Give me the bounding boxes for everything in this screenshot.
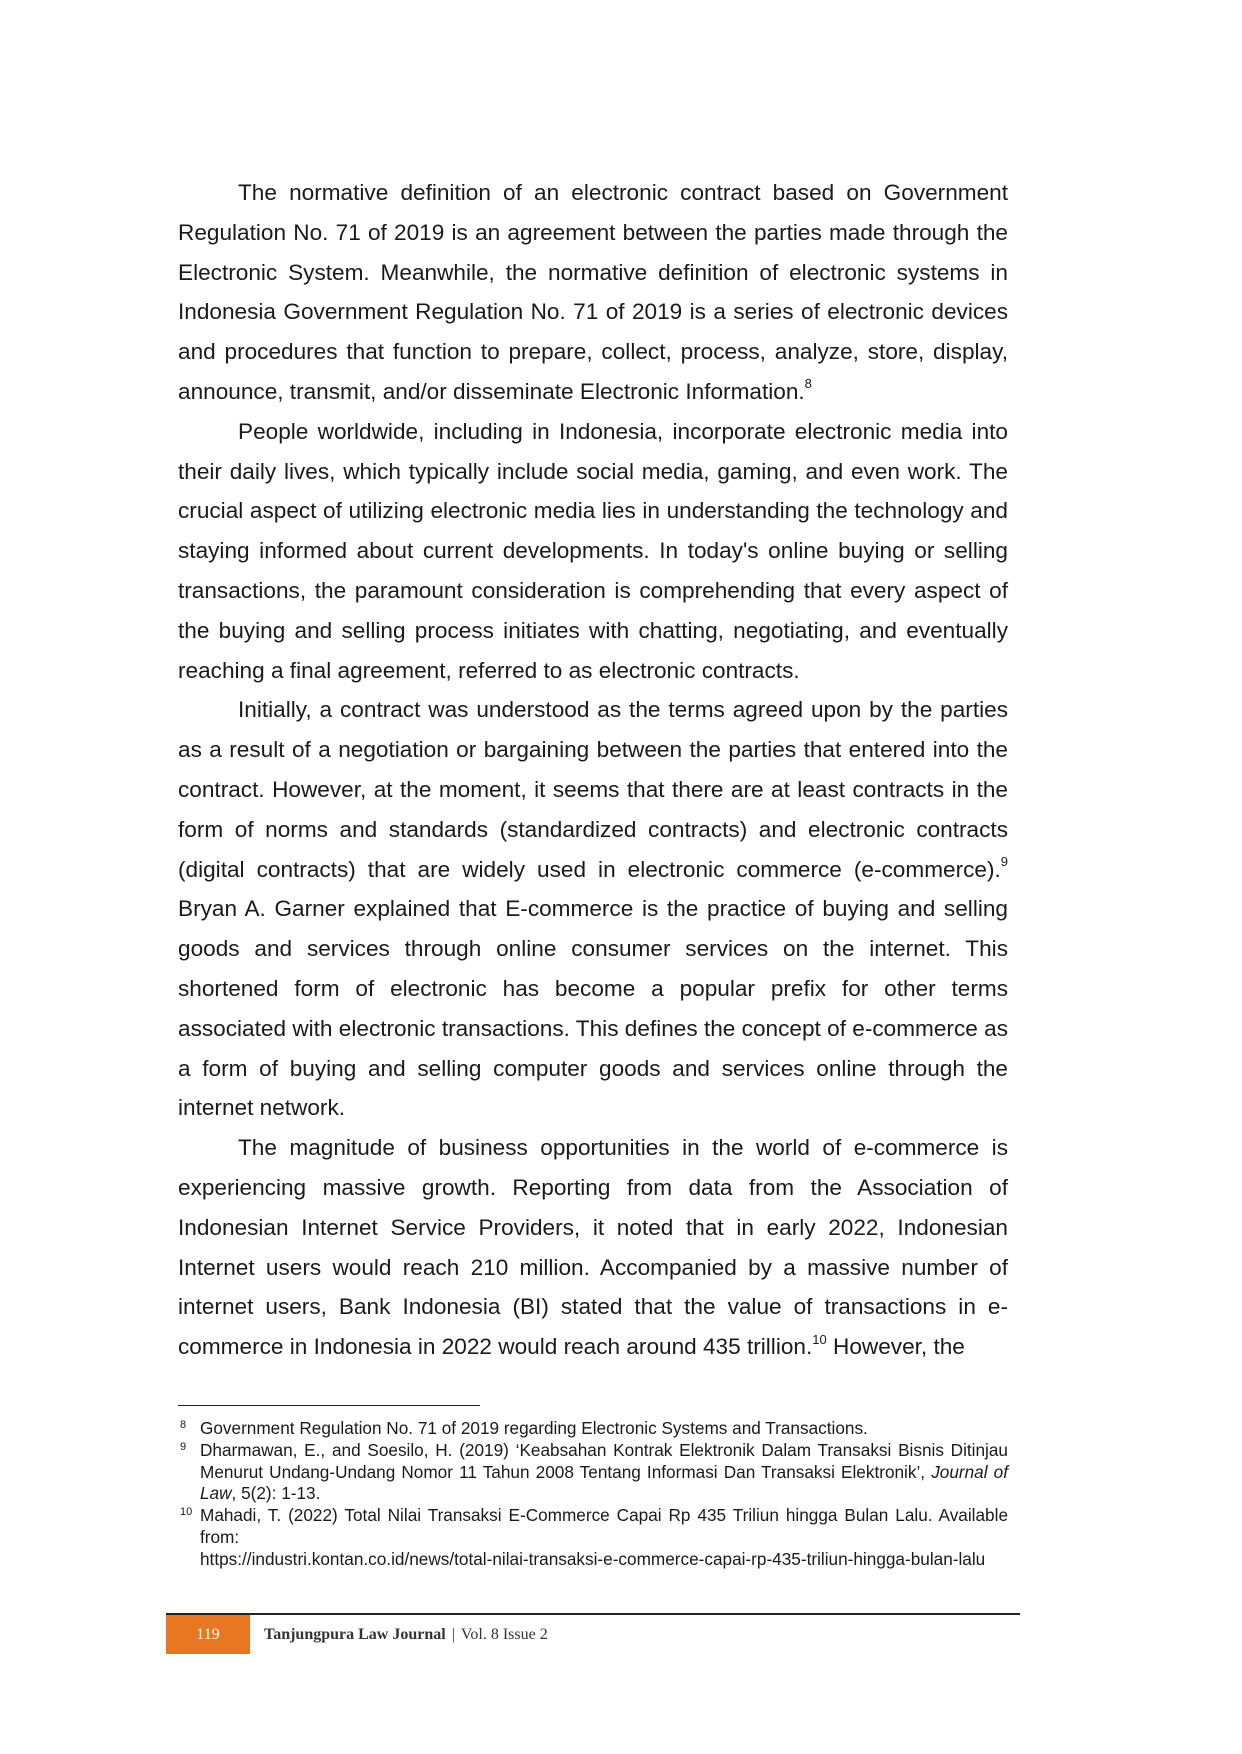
footnote-url[interactable]: https://industri.kontan.co.id/news/total-nilai-transaksi-e-commerce-capai-rp-435-triliun-hingga-bulan-lalu — [200, 1548, 986, 1569]
footnote-ref-8[interactable]: 8 — [804, 376, 812, 392]
footnote-ref-10[interactable]: 10 — [812, 1331, 827, 1347]
paragraph-1 — [178, 173, 1008, 412]
running-footer — [264, 1615, 548, 1654]
paragraph-2 — [178, 412, 1008, 691]
footnote-ref-9[interactable]: 9 — [1000, 854, 1008, 870]
footnotes — [178, 1418, 1008, 1571]
page-number: 119 — [166, 1615, 250, 1654]
footnote-9 — [178, 1440, 1008, 1505]
footnote-number: 10 — [180, 1506, 193, 1519]
paragraph-3 — [178, 690, 1008, 1128]
footnote-text-continued: , 5(2): 1-13. — [231, 1483, 321, 1504]
footnote-journal-title: Journal of Law — [200, 1461, 1008, 1504]
footer-separator: | — [451, 1625, 455, 1643]
paragraph-4-text: The magnitude of business opportunities in the world of e-commerce is experiencing massive growth. Reporting from data from the Association of Indonesian Internet Service Providers, it noted that in early 2022, Indonesian Internet users would reach 210 million. Accompanied by a massive number of internet users, Bank Indonesia (BI) stated that the value of transactions in e-commerce in Indonesia in 2022 would reach around 435 trillion. — [178, 1135, 1008, 1360]
paragraph-2-text: People worldwide, including in Indonesia, incorporate electronic media into their daily lives, which typically include social media, gaming, and even work. The crucial aspect of utilizing electronic media lies in understanding the technology and staying informed about current developments. In today's online buying or selling transactions, the paramount consideration is comprehending that every aspect of the buying and selling process initiates with chatting, negotiating, and eventually reaching a final agreement, referred to as electronic contracts. — [178, 418, 1008, 683]
footnote-text: Mahadi, T. (2022) Total Nilai Transaksi E-Commerce Capai Rp 435 Triliun hingga Bulan Lalu. Available from: — [200, 1505, 1008, 1547]
footnote-number: 9 — [180, 1440, 187, 1453]
footnote-text: Government Regulation No. 71 of 2019 regarding Electronic Systems and Transactions. — [200, 1418, 868, 1438]
body-text — [178, 173, 1008, 1367]
paragraph-3-text: Initially, a contract was understood as the terms agreed upon by the parties as a result of a negotiation or bargaining between the parties that entered into the contract. However, at the moment, it seems that there are at least contracts in the form of norms and standards (standardized contracts) and electronic contracts (digital contracts) that are widely used in electronic commerce (e-commerce). — [178, 697, 1008, 882]
footnote-8 — [178, 1418, 1008, 1440]
footnote-divider — [178, 1405, 480, 1406]
journal-name: Tanjungpura Law Journal — [264, 1625, 446, 1643]
paragraph-3-text-continued: Bryan A. Garner explained that E-commerce is the practice of buying and selling goods and services through online consumer services on the internet. This shortened form of electronic has become a popular prefix for other terms associated with electronic transactions. This defines the concept of e-commerce as a form of buying and selling computer goods and services online through the internet network. — [178, 896, 1008, 1121]
paragraph-1-text: The normative definition of an electronic contract based on Government Regulation No. 71 of 2019 is an agreement between the parties made through the Electronic System. Meanwhile, the normative definition of electronic systems in Indonesia Government Regulation No. 71 of 2019 is a series of electronic devices and procedures that function to prepare, collect, process, analyze, store, display, announce, transmit, and/or disseminate Electronic Information. — [178, 180, 1008, 404]
paragraph-4 — [178, 1128, 1008, 1367]
journal-volume: Vol. 8 Issue 2 — [460, 1625, 548, 1643]
footnote-number: 8 — [180, 1419, 187, 1431]
paragraph-4-text-continued: However, the — [826, 1334, 965, 1360]
footnote-text: Dharmawan, E., and Soesilo, H. (2019) ‘Keabsahan Kontrak Elektronik Dalam Transaksi Bisnis Ditinjau Menurut Undang-Undang Nomor 11 Tahun 2008 Tentang Informasi Dan Transaksi Elektronik’, — [200, 1439, 1008, 1482]
footnote-10 — [178, 1505, 1008, 1570]
